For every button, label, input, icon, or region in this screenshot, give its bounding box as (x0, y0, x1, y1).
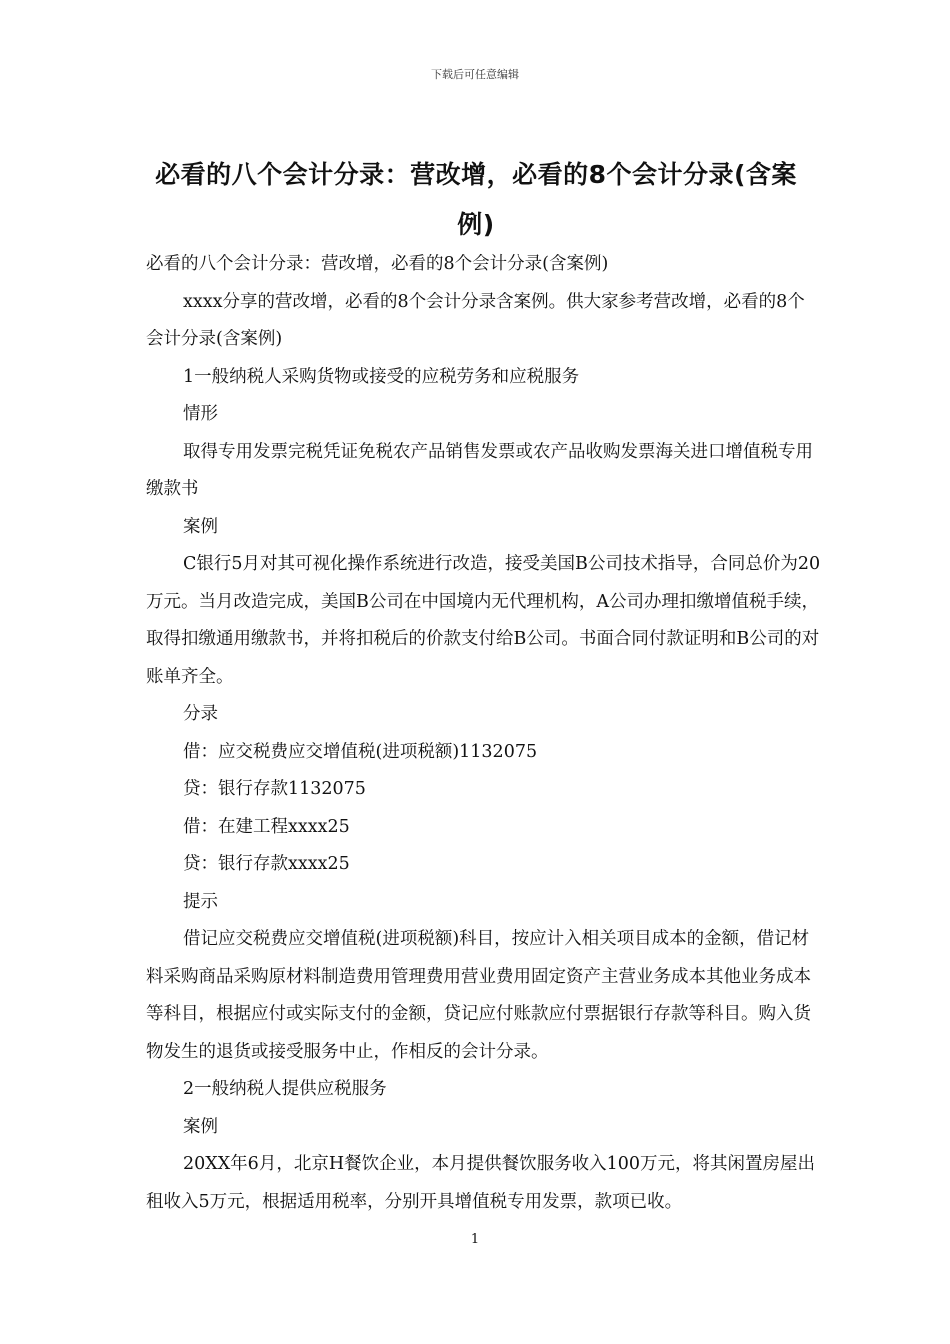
paragraph: 2一般纳税人提供应税服务 (183, 1079, 387, 1099)
paragraph: 必看的八个会计分录：营改增，必看的8个会计分录(含案例) (146, 254, 609, 274)
paragraph: 20XX年6月，北京H餐饮企业，本月提供餐饮服务收入100万元，将其闲置房屋出租收入5万元，根据适用税率，分别开具增值税专用发票，款项已收。 (146, 1154, 815, 1212)
paragraph: C银行5月对其可视化操作系统进行改造，接受美国B公司技术指导，合同总价为20万元。当月改造完成，美国B公司在中国境内无代理机构，A公司办理扣缴增值税手续，取得扣缴通用缴款书，并将扣税后的价款支付给B公司。书面合同付款证明和B公司的对账单齐全。 (146, 554, 821, 687)
paragraph: 案例 (183, 1116, 218, 1137)
document-title: 必看的八个会计分录：营改增，必看的8个会计分录(含案例) (155, 160, 797, 239)
page-number: 1 (470, 1232, 480, 1247)
paragraph: 取得专用发票完税凭证免税农产品销售发票或农产品收购发票海关进口增值税专用缴款书 (146, 441, 813, 499)
paragraph: 提示 (183, 891, 218, 912)
document-body (146, 246, 822, 1221)
paragraph: 1一般纳税人采购货物或接受的应税劳务和应税服务 (183, 366, 580, 387)
paragraph: 借：应交税费应交增值税(进项税额)1132075 (183, 741, 538, 762)
paragraph: 贷：银行存款xxxx25 (183, 854, 350, 874)
paragraph: 贷：银行存款1132075 (183, 779, 366, 799)
paragraph: 借记应交税费应交增值税(进项税额)科目，按应计入相关项目成本的金额，借记材料采购商品采购原材料制造费用管理费用营业费用固定资产主营业务成本其他业务成本等科目，根据应付或实际支付的金额，贷记应付账款应付票据银行存款等科目。购入货物发生的退货或接受服务中止，作相反的会计分录。 (146, 929, 811, 1062)
paragraph: 情形 (183, 404, 218, 424)
paragraph: 分录 (183, 704, 218, 724)
paragraph: 借：在建工程xxxx25 (183, 816, 350, 837)
page-header-note: 下载后可任意编辑 (431, 68, 519, 81)
paragraph: xxxx分享的营改增，必看的8个会计分录含案例。供大家参考营改增，必看的8个会计分录(含案例) (146, 291, 805, 349)
paragraph: 案例 (183, 516, 218, 537)
